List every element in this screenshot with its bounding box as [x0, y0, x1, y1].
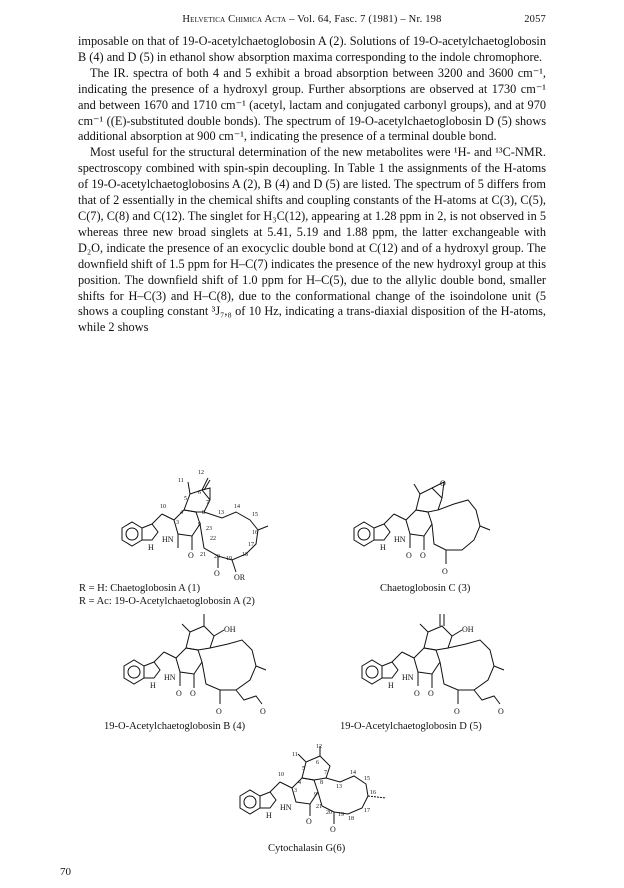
chaetoglobosin-c-drawing	[350, 478, 520, 578]
atom-number: 8	[202, 510, 205, 516]
atom-number: 9	[198, 522, 201, 528]
h-label: H	[266, 811, 272, 820]
atom-number: 10	[160, 504, 166, 510]
atom-number: 12	[316, 744, 322, 750]
o-label: O	[214, 569, 220, 578]
body-text	[78, 34, 546, 336]
atom-number: 19	[226, 556, 232, 562]
h-label: H	[148, 543, 154, 552]
atom-number: 21	[316, 804, 322, 810]
structure-acetylchaetoglobosin-d	[358, 610, 538, 720]
o-label: O	[498, 707, 504, 716]
acetylchaetoglobosin-b-drawing	[120, 610, 300, 720]
atom-number: 15	[364, 776, 370, 782]
chaetoglobosin-a-drawing	[118, 468, 328, 580]
atom-number: 17	[248, 542, 254, 548]
atom-number: 6	[198, 490, 201, 496]
atom-number: 18	[348, 816, 354, 822]
structure-chaetoglobosin-c	[350, 478, 520, 578]
header-center	[78, 14, 546, 25]
caption-4: 19-O-Acetylchaetoglobosin D (5)	[340, 721, 482, 732]
atom-number: 13	[336, 784, 342, 790]
h-label: H	[380, 543, 386, 552]
hn-label: HN	[402, 673, 414, 682]
atom-number: 19	[338, 812, 344, 818]
atom-number: 22	[210, 536, 216, 542]
o-label: O	[216, 707, 222, 716]
structure-chaetoglobosin-a	[118, 468, 328, 580]
h-label: H	[388, 681, 394, 690]
atom-number: 15	[252, 512, 258, 518]
caption-1-line-2: R = Ac: 19-O-Acetylchaetoglobosin A (2)	[79, 596, 255, 607]
atom-number: 7	[324, 770, 327, 776]
running-header	[78, 14, 546, 28]
atom-number: 16	[252, 530, 258, 536]
paragraph-2: The IR. spectra of both 4 and 5 exhibit a broad absorption between 3200 and 3600 cm⁻¹, indicating the presence of a hydroxyl group. Further absorptions are observed at 1730 cm⁻¹ and between 1670 and 1710 cm⁻¹ (acetyl, lactam and conjugated carbonyl groups), and at 970 cm⁻¹ ((E)-substituted double bonds). The spectrum of 19-O-acetylchaetoglobosin D (5) shows additional absorption at 900 cm⁻¹, indicating the presence of a terminal double bond.	[78, 65, 546, 144]
atom-number: 16	[370, 790, 376, 796]
paragraph-3: Most useful for the structural determination of the new metabolites were ¹H- and ¹³C-NMR. spectroscopy combined with spin-spin decoupling. In Table 1 the assignments of the H-atoms of 19-O-acetylchaetoglobosins A (2), B (4) and D (5) are listed. The spectrum of 5 differs from that of 2 essentially in the chemical shifts and coupling constants of the H-atoms at C(3), C(5), C(7), C(8) and C(12). The singlet for H₃C(12), appearing at 1.28 ppm in 2, is not observed in 5 whereas three new broad singlets at 5.41, 5.19 and 1.88 ppm, the latter exchangeable with D₂O, indicate the presence of an exocyclic double bond at C(12) and of a hydroxyl group. The downfield shift of 1.5 ppm for H–C(7) indicates the presence of the new hydroxyl group at this position. The downfield shift of 1.0 ppm for H–C(5), due to the allylic double bond, smaller shifts for H–C(3) and H–C(8), due to the conformational change of the isoindolone unit (5 shows a coupling constant ³J₇,₈ of 10 Hz, indicating a trans-diaxial disposition of the H-atoms, while 2 shows	[78, 145, 546, 335]
h-label: H	[150, 681, 156, 690]
atom-number: 14	[234, 504, 240, 510]
structure-cytochalasin-g	[236, 744, 406, 840]
atom-number: 6	[316, 760, 319, 766]
o-label: O	[406, 551, 412, 560]
caption-5: Cytochalasin G(6)	[268, 843, 346, 854]
hn-label: HN	[162, 535, 174, 544]
atom-number: 20	[214, 554, 220, 560]
hn-label: HN	[280, 803, 292, 812]
o-label: O	[428, 689, 434, 698]
hn-label: HN	[164, 673, 176, 682]
o-label: O	[420, 551, 426, 560]
atom-number: 21	[200, 552, 206, 558]
o-label: O	[176, 689, 182, 698]
atom-number: 13	[218, 510, 224, 516]
caption-1-line-1: R = H: Chaetoglobosin A (1)	[79, 583, 201, 594]
caption-2: Chaetoglobosin C (3)	[380, 583, 471, 594]
o-label: O	[440, 479, 446, 488]
o-label: O	[414, 689, 420, 698]
atom-number: 14	[350, 770, 356, 776]
atom-number: 12	[198, 470, 204, 476]
atom-number: 23	[206, 526, 212, 532]
paragraph-1: imposable on that of 19-O-acetylchaetoglobosin A (2). Solutions of 19-O-acetylchaetoglobosin B (4) and D (5) in ethanol show absorption maxima corresponding to the indole chromophore.	[78, 34, 546, 64]
o-label: O	[306, 817, 312, 826]
atom-number: 20	[326, 810, 332, 816]
o-label: O	[442, 567, 448, 576]
journal-info: – Vol. 64, Fasc. 7 (1981) – Nr. 198	[286, 14, 442, 25]
acetylchaetoglobosin-d-drawing	[358, 610, 538, 720]
atom-number: 5	[184, 496, 187, 502]
oh-label: OH	[224, 625, 236, 634]
oh-label: OH	[462, 625, 474, 634]
caption-3: 19-O-Acetylchaetoglobosin B (4)	[104, 721, 246, 732]
structure-acetylchaetoglobosin-b	[120, 610, 300, 720]
journal-name: Helvetica Chimica Acta	[182, 14, 287, 25]
atom-number: 18	[242, 552, 248, 558]
atom-number: 3	[294, 788, 297, 794]
o-label: O	[190, 689, 196, 698]
o-label: O	[454, 707, 460, 716]
atom-number: 5	[302, 766, 305, 772]
atom-number: 8	[320, 780, 323, 786]
atom-number: 10	[278, 772, 284, 778]
atom-number: 17	[364, 808, 370, 814]
page-number: 2057	[524, 14, 546, 25]
o-label: O	[260, 707, 266, 716]
atom-number: 3	[176, 520, 179, 526]
o-label: O	[188, 551, 194, 560]
atom-number: 4	[298, 780, 301, 786]
atom-number: 11	[178, 478, 184, 484]
o-label: O	[330, 825, 336, 834]
atom-number: 7	[206, 500, 209, 506]
atom-number: 4	[180, 510, 183, 516]
or-label: OR	[234, 573, 246, 582]
atom-number: 11	[292, 752, 298, 758]
cytochalasin-g-drawing	[236, 744, 406, 840]
hn-label: HN	[394, 535, 406, 544]
atom-number: 9	[314, 792, 317, 798]
sheet-number: 70	[60, 866, 71, 878]
